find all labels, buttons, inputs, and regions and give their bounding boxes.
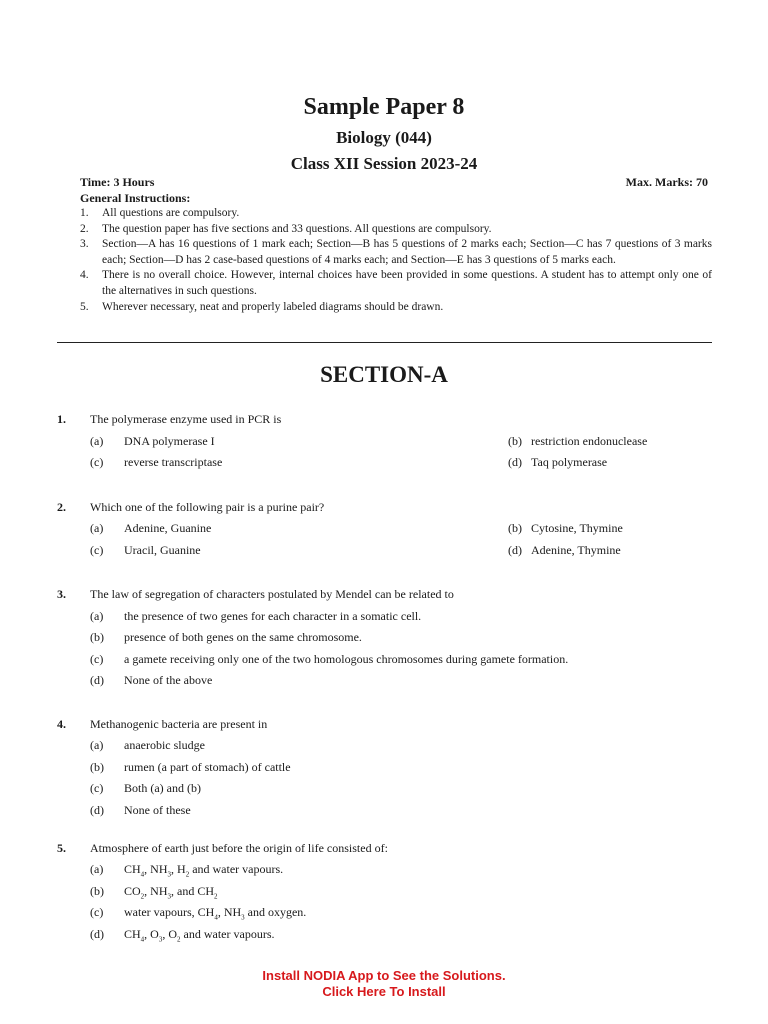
- option-b: [90, 760, 291, 775]
- option-text: Taq polymerase: [531, 455, 608, 469]
- option-b: [508, 521, 623, 536]
- click-to-install-link[interactable]: Click Here To Install: [322, 984, 446, 999]
- question-text: Atmosphere of earth just before the origin of life consisted of:: [90, 841, 388, 855]
- question-number: 5.: [57, 841, 66, 855]
- option-d: [90, 927, 274, 943]
- option-label: (c): [90, 543, 104, 557]
- instruction-text: Section—A has 16 questions of 1 mark each; Section—B has 5 questions of 2 marks each; Section—C has 7 questions of 3 marks each; Section—D has 2 case-based questions of 4 marks each; and Section—E has 3 questions of 5 marks each.: [102, 238, 712, 266]
- option-label: (c): [90, 652, 104, 666]
- instructions-list: [80, 206, 712, 315]
- option-text: restriction endonuclease: [531, 434, 648, 448]
- option-text: Adenine, Guanine: [124, 521, 212, 535]
- option-text: None of the above: [124, 673, 213, 687]
- question-number: 2.: [57, 500, 66, 514]
- option-label: (b): [508, 521, 522, 535]
- option-label: (d): [90, 803, 104, 817]
- option-text: Uracil, Guanine: [124, 543, 201, 557]
- option-label: (b): [90, 884, 104, 898]
- time-label: Time: 3 Hours: [80, 175, 155, 189]
- instruction-item: [80, 237, 712, 268]
- option-label: (c): [90, 455, 104, 469]
- option-text: a gamete receiving only one of the two homologous chromosomes during gamete formation.: [124, 652, 569, 666]
- question-text: Which one of the following pair is a purine pair?: [90, 500, 325, 514]
- instruction-number: 4.: [80, 269, 89, 282]
- paper-title: Sample Paper 8: [303, 94, 465, 120]
- option-text: rumen (a part of stomach) of cattle: [124, 760, 291, 774]
- option-c: [90, 905, 306, 921]
- option-label: (d): [90, 673, 104, 687]
- option-a: [90, 434, 215, 449]
- option-d: [508, 455, 607, 470]
- option-text: water vapours, $CH_4$, $NH_3$ and oxygen.: [124, 905, 307, 922]
- option-label: (b): [90, 760, 104, 774]
- option-label: (d): [508, 543, 522, 557]
- option-text: $CH_4$, $NH_3$, $H_2$ and water vapours.: [124, 862, 284, 879]
- option-c: [90, 455, 222, 470]
- option-a: [90, 862, 283, 878]
- option-text: presence of both genes on the same chromosome.: [124, 630, 362, 644]
- option-label: (d): [508, 455, 522, 469]
- header-divider: [57, 342, 712, 343]
- option-b: [90, 630, 362, 645]
- general-instructions-title: General Instructions:: [80, 191, 191, 205]
- instruction-text: All questions are compulsory.: [102, 207, 240, 219]
- option-d: [508, 543, 621, 558]
- option-a: [90, 609, 421, 624]
- option-label: (b): [508, 434, 522, 448]
- option-text: anaerobic sludge: [124, 738, 205, 752]
- option-c: [90, 781, 201, 796]
- instruction-number: 3.: [80, 238, 89, 251]
- instruction-number: 5.: [80, 300, 89, 313]
- instruction-number: 1.: [80, 207, 89, 219]
- option-label: (a): [90, 609, 104, 623]
- option-b: [508, 434, 647, 449]
- option-label: (b): [90, 630, 104, 644]
- question-text: Methanogenic bacteria are present in: [90, 717, 268, 731]
- option-label: (a): [90, 434, 104, 448]
- question-text: The law of segregation of characters postulated by Mendel can be related to: [90, 587, 454, 601]
- question-number: 1.: [57, 412, 66, 426]
- option-label: (c): [90, 905, 104, 919]
- option-text: Both (a) and (b): [124, 781, 201, 795]
- option-text: DNA polymerase I: [124, 434, 215, 448]
- option-text: the presence of two genes for each character in a somatic cell.: [124, 609, 422, 623]
- option-text: Adenine, Thymine: [531, 543, 621, 557]
- section-title: SECTION-A: [320, 362, 448, 387]
- option-a: [90, 738, 205, 753]
- install-app-link[interactable]: Install NODIA App to See the Solutions.: [262, 968, 506, 983]
- subject-code: Biology (044): [336, 128, 432, 147]
- option-c: [90, 543, 201, 558]
- instruction-text: Wherever necessary, neat and properly labeled diagrams should be drawn.: [102, 300, 444, 313]
- instruction-item: [80, 268, 712, 299]
- instruction-item: [80, 222, 712, 238]
- option-label: (a): [90, 738, 104, 752]
- option-label: (a): [90, 521, 104, 535]
- option-label: (c): [90, 781, 104, 795]
- question-number: 4.: [57, 717, 66, 731]
- option-label: (a): [90, 862, 104, 876]
- instruction-item: [80, 206, 712, 222]
- instruction-text: The question paper has five sections and 33 questions. All questions are compulsory.: [102, 222, 492, 235]
- option-c: [90, 652, 568, 667]
- option-a: [90, 521, 211, 536]
- instruction-number: 2.: [80, 222, 89, 235]
- install-app-footer: [0, 968, 768, 1000]
- option-text: Cytosine, Thymine: [531, 521, 623, 535]
- option-text: reverse transcriptase: [124, 455, 223, 469]
- instruction-text: There is no overall choice. However, internal choices have been provided in some questions. A student has to attempt only one of the alternatives in such questions.: [102, 269, 712, 297]
- instruction-item: [80, 300, 712, 316]
- option-d: [90, 803, 191, 818]
- option-label: (d): [90, 927, 104, 941]
- option-text: $CH_4$, $O_3$, $O_2$ and water vapours.: [124, 927, 275, 944]
- option-d: [90, 673, 212, 688]
- option-text: None of these: [124, 803, 191, 817]
- option-text: $CO_2$, $NH_3$, and $CH_2$: [124, 884, 218, 901]
- question-text: The polymerase enzyme used in PCR is: [90, 412, 282, 426]
- option-b: [90, 884, 218, 900]
- max-marks-label: Max. Marks: 70: [625, 175, 708, 189]
- class-session: Class XII Session 2023-24: [290, 154, 478, 173]
- question-number: 3.: [57, 587, 66, 601]
